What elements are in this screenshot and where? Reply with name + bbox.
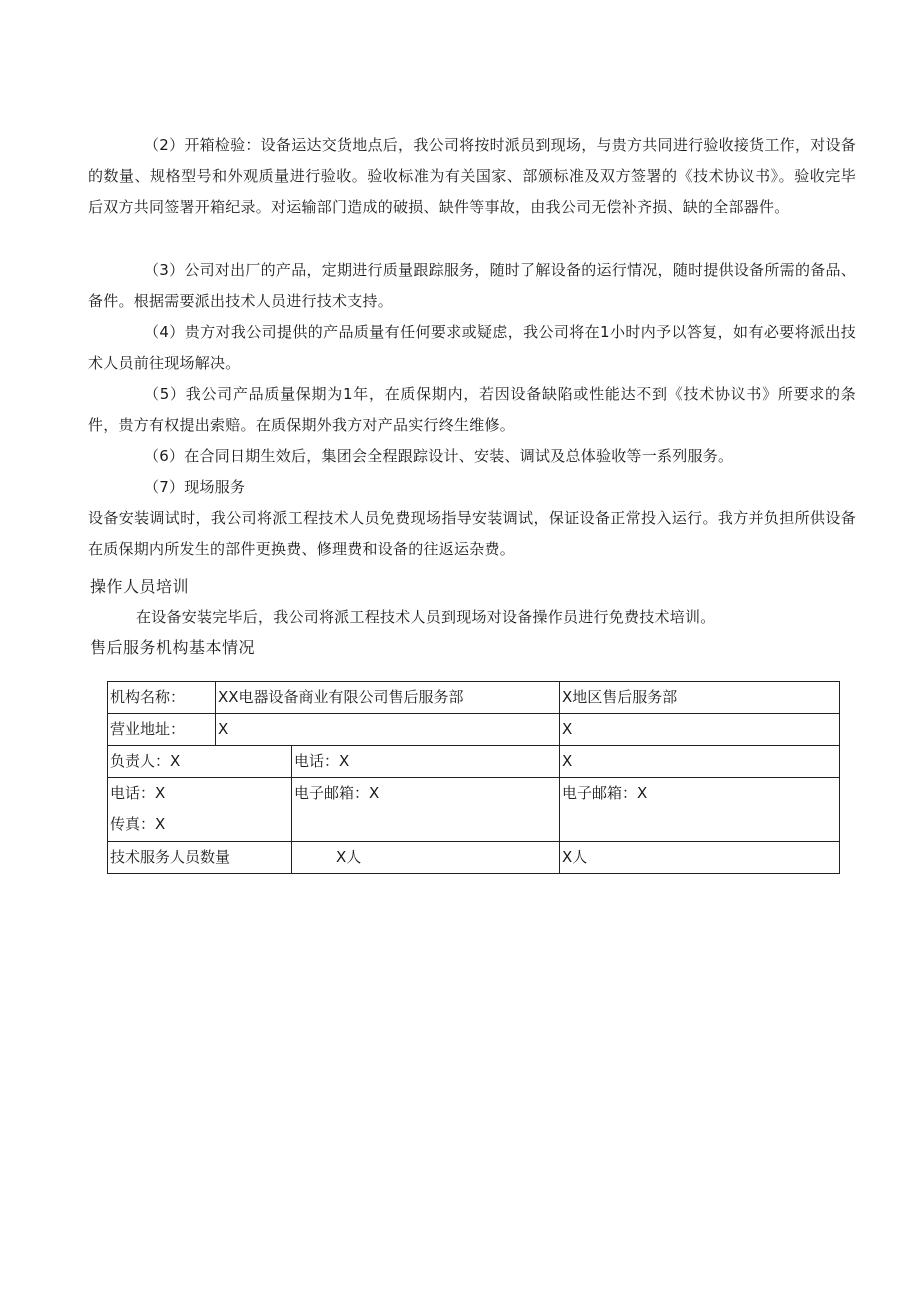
org-label-cell: 机构名称：: [108, 682, 216, 714]
paragraph-quality-tracking: （3）公司对出厂的产品，定期进行质量跟踪服务，随时了解设备的运行情况，随时提供设备所需的备品、备件。根据需要派出技术人员进行技术支持。: [88, 261, 856, 310]
table-row: [108, 746, 840, 778]
staff-value-cell: X人: [292, 842, 560, 874]
address-label-cell: 营业地址：: [108, 714, 216, 746]
manager-cell: 负责人：X: [108, 746, 292, 778]
table-row: [108, 682, 840, 714]
email-b-cell: 电子邮箱：X: [560, 778, 840, 842]
phone-b-text: 电话：X: [110, 784, 166, 802]
paragraph-response-time: （4）贵方对我公司提供的产品质量有任何要求或疑虑，我公司将在1小时内予以答复，如有必要将派出技术人员前往现场解决。: [88, 323, 856, 372]
org-name-cell: XX电器设备商业有限公司售后服务部: [216, 682, 560, 714]
phone-a-cell: 电话：X: [292, 746, 560, 778]
address-value-cell: X: [216, 714, 560, 746]
table-row: [108, 778, 840, 842]
training-heading: 操作人员培训: [90, 577, 190, 596]
after-sales-heading: 售后服务机构基本情况: [90, 638, 256, 657]
paragraph-onsite-service-title: （7）现场服务: [144, 478, 246, 496]
table-row: [108, 714, 840, 746]
training-text: 在设备安装完毕后，我公司将派工程技术人员到现场对设备操作员进行免费技术培训。: [136, 608, 716, 626]
manager-2-cell: X: [560, 746, 840, 778]
staff-value-2-cell: X人: [560, 842, 840, 874]
paragraph-unpacking-inspection: （2）开箱检验：设备运达交货地点后，我公司将按时派员到现场，与贵方共同进行验收接货工作，对设备的数量、规格型号和外观质量进行验收。验收标准为有关国家、部颁标准及双方签署的《技术协议书》。验收完毕后双方共同签署开箱纪录。对运输部门造成的破损、缺件等事故，由我公司无偿补齐损、缺的全部器件。: [88, 136, 856, 216]
contact-cell: [108, 778, 292, 842]
address-value-2-cell: X: [560, 714, 840, 746]
paragraph-onsite-service: 设备安装调试时，我公司将派工程技术人员免费现场指导安装调试，保证设备正常投入运行。我方并负担所供设备在质保期内所发生的部件更换费、修理费和设备的往返运杂费。: [88, 509, 856, 558]
paragraph-warranty: （5）我公司产品质量保期为1年，在质保期内，若因设备缺陷或性能达不到《技术协议书》所要求的条件，贵方有权提出索赔。在质保期外我方对产品实行终生维修。: [88, 385, 856, 434]
region-name-cell: X地区售后服务部: [560, 682, 840, 714]
paragraph-contract-service: （6）在合同日期生效后，集团会全程跟踪设计、安装、调试及总体验收等一系列服务。: [144, 447, 734, 465]
after-sales-table: [107, 681, 840, 874]
fax-text: 传真：X: [110, 815, 166, 833]
email-a-cell: 电子邮箱：X: [292, 778, 560, 842]
table-row: [108, 842, 840, 874]
staff-label-cell: 技术服务人员数量: [108, 842, 292, 874]
